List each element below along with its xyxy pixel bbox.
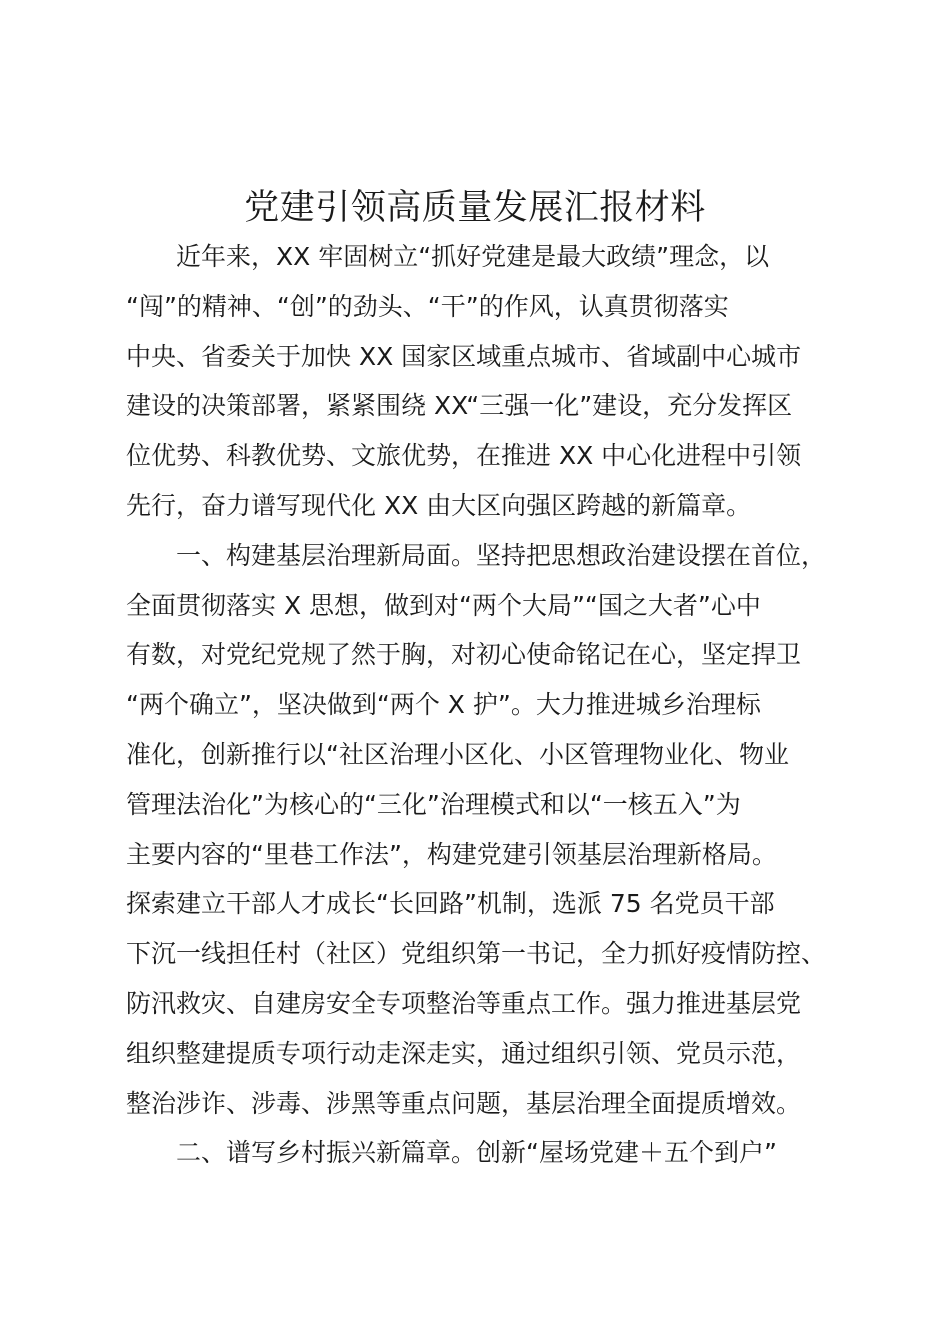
paragraph-line: 下沉一线担任村（社区）党组织第一书记，全力抓好疫情防控、 <box>126 939 827 969</box>
paragraph-line: 全面贯彻落实 X 思想，做到对“两个大局”“国之大者”心中 <box>126 590 761 620</box>
paragraph-line: 中央、省委关于加快 XX 国家区域重点城市、省域副中心城市 <box>126 341 802 371</box>
paragraph-line: 二、谱写乡村振兴新篇章。创新“屋场党建＋五个到户” <box>176 1138 777 1168</box>
paragraph-line: “闯”的精神、“创”的劲头、“干”的作风，认真贯彻落实 <box>126 291 729 321</box>
paragraph-line: 整治涉诈、涉毒、涉黑等重点问题，基层治理全面提质增效。 <box>126 1088 802 1118</box>
paragraph-line: 准化，创新推行以“社区治理小区化、小区管理物业化、物业 <box>126 739 789 769</box>
document-title: 党建引领高质量发展汇报材料 <box>244 188 706 228</box>
paragraph-line: 组织整建提质专项行动走深走实，通过组织引领、党员示范， <box>126 1038 802 1068</box>
document-body <box>126 232 846 1178</box>
paragraph-line: 有数，对党纪党规了然于胸，对初心使命铭记在心，坚定捍卫 <box>126 640 802 670</box>
paragraph-line: 位优势、科教优势、文旅优势，在推进 XX 中心化进程中引领 <box>126 441 802 471</box>
paragraph-line: 探索建立干部人才成长“长回路”机制，选派 75 名党员干部 <box>126 889 775 919</box>
paragraph-line: 近年来，XX 牢固树立“抓好党建是最大政绩”理念，以 <box>176 242 770 271</box>
paragraph-line: 主要内容的“里巷工作法”，构建党建引领基层治理新格局。 <box>126 839 777 869</box>
paragraph-line: 一、构建基层治理新局面。坚持把思想政治建设摆在首位， <box>176 540 827 570</box>
paragraph-line: 防汛救灾、自建房安全专项整治等重点工作。强力推进基层党 <box>126 988 802 1018</box>
paragraph-line: 管理法治化”为核心的“三化”治理模式和以“一核五入”为 <box>126 789 741 819</box>
paragraph-line: 建设的决策部署，紧紧围绕 XX“三强一化”建设，充分发挥区 <box>126 391 793 421</box>
paragraph-line: 先行，奋力谱写现代化 XX 由大区向强区跨越的新篇章。 <box>126 490 752 520</box>
paragraph-line: “两个确立”，坚决做到“两个 X 护”。大力推进城乡治理标 <box>126 690 761 720</box>
